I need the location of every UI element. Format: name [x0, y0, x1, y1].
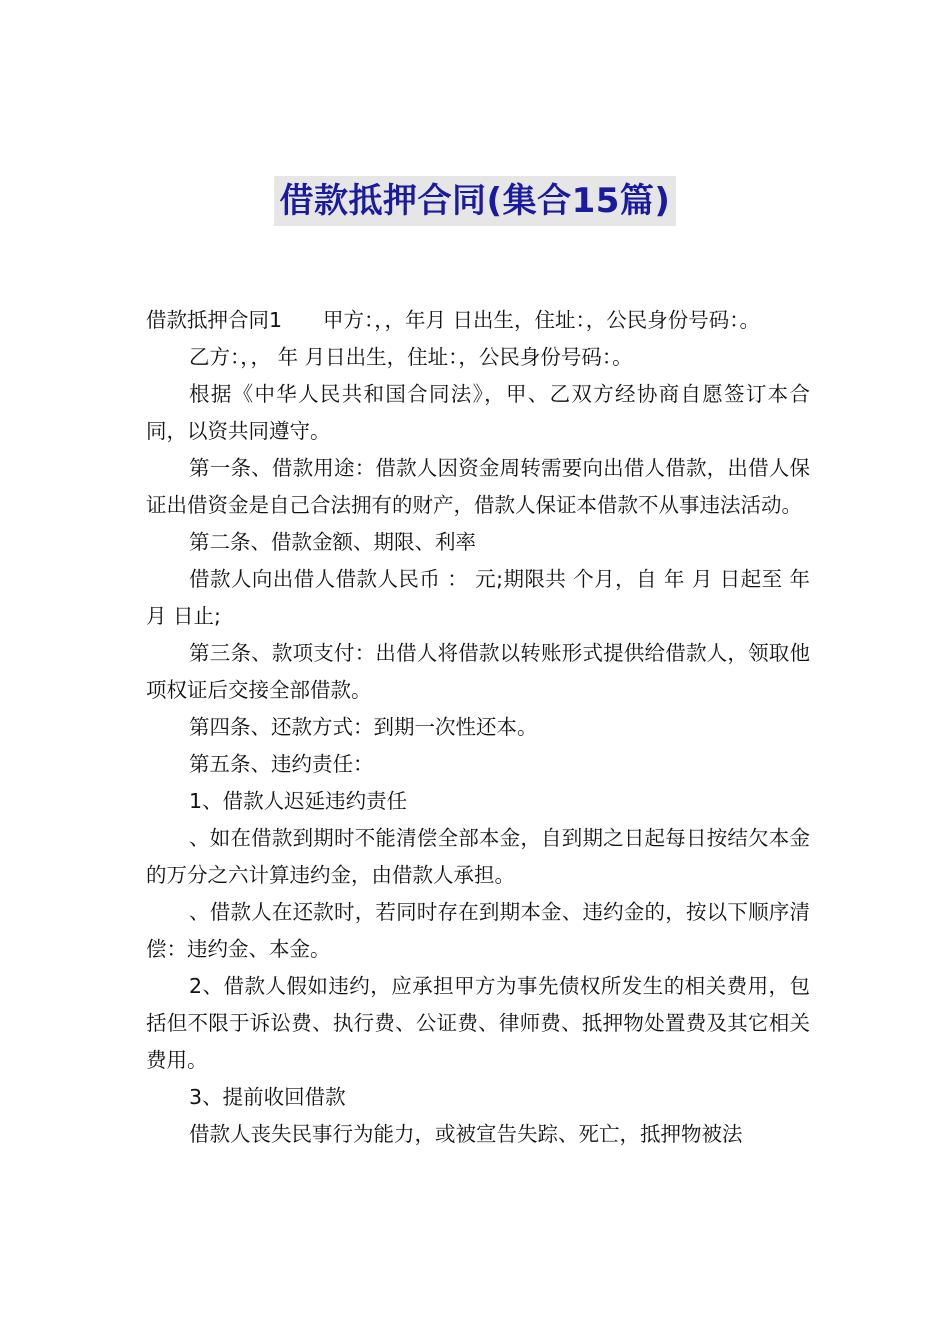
- paragraph: 3、提前收回借款: [189, 1085, 346, 1109]
- paragraph: 2、借款人假如违约，应承担甲方为事先债权所发生的相关费用，包括但不限于诉讼费、执行费、公证费、律师费、抵押物处置费及其它相关费用。: [146, 974, 810, 1072]
- paragraph: 第五条、违约责任：: [189, 752, 374, 776]
- paragraph: 根据《中华人民共和国合同法》，甲、乙双方经协商自愿签订本合同，以资共同遵守。: [146, 382, 810, 443]
- paragraph: 第四条、还款方式：到期一次性还本。: [189, 715, 538, 739]
- paragraph: 、借款人在还款时，若同时存在到期本金、违约金的，按以下顺序清偿：违约金、本金。: [146, 900, 810, 961]
- document-body: [146, 302, 810, 1153]
- paragraph: 1、借款人迟延违约责任: [189, 789, 408, 813]
- paragraph: 、如在借款到期时不能清偿全部本金，自到期之日起每日按结欠本金的万分之六计算违约金，由借款人承担。: [146, 826, 810, 887]
- paragraph: 借款抵押合同1 甲方：，，年月 日出生，住址：，公民身份号码：。: [146, 308, 761, 332]
- document-title: 借款抵押合同(集合15篇): [274, 176, 677, 226]
- paragraph: 借款人丧失民事行为能力，或被宣告失踪、死亡，抵押物被法: [189, 1122, 743, 1146]
- paragraph: 借款人向出借人借款人民币 ： 元;期限共 个月，自 年 月 日起至 年 月 日止;: [146, 567, 810, 628]
- paragraph: 第三条、款项支付：出借人将借款以转账形式提供给借款人，领取他项权证后交接全部借款。: [146, 641, 810, 702]
- title-container: [0, 176, 950, 226]
- paragraph: 第一条、借款用途：借款人因资金周转需要向出借人借款，出借人保证出借资金是自己合法拥有的财产，借款人保证本借款不从事违法活动。: [146, 456, 810, 517]
- paragraph: 第二条、借款金额、期限、利率: [189, 530, 477, 554]
- paragraph: 乙方：，， 年 月日出生，住址：，公民身份号码：。: [189, 345, 633, 369]
